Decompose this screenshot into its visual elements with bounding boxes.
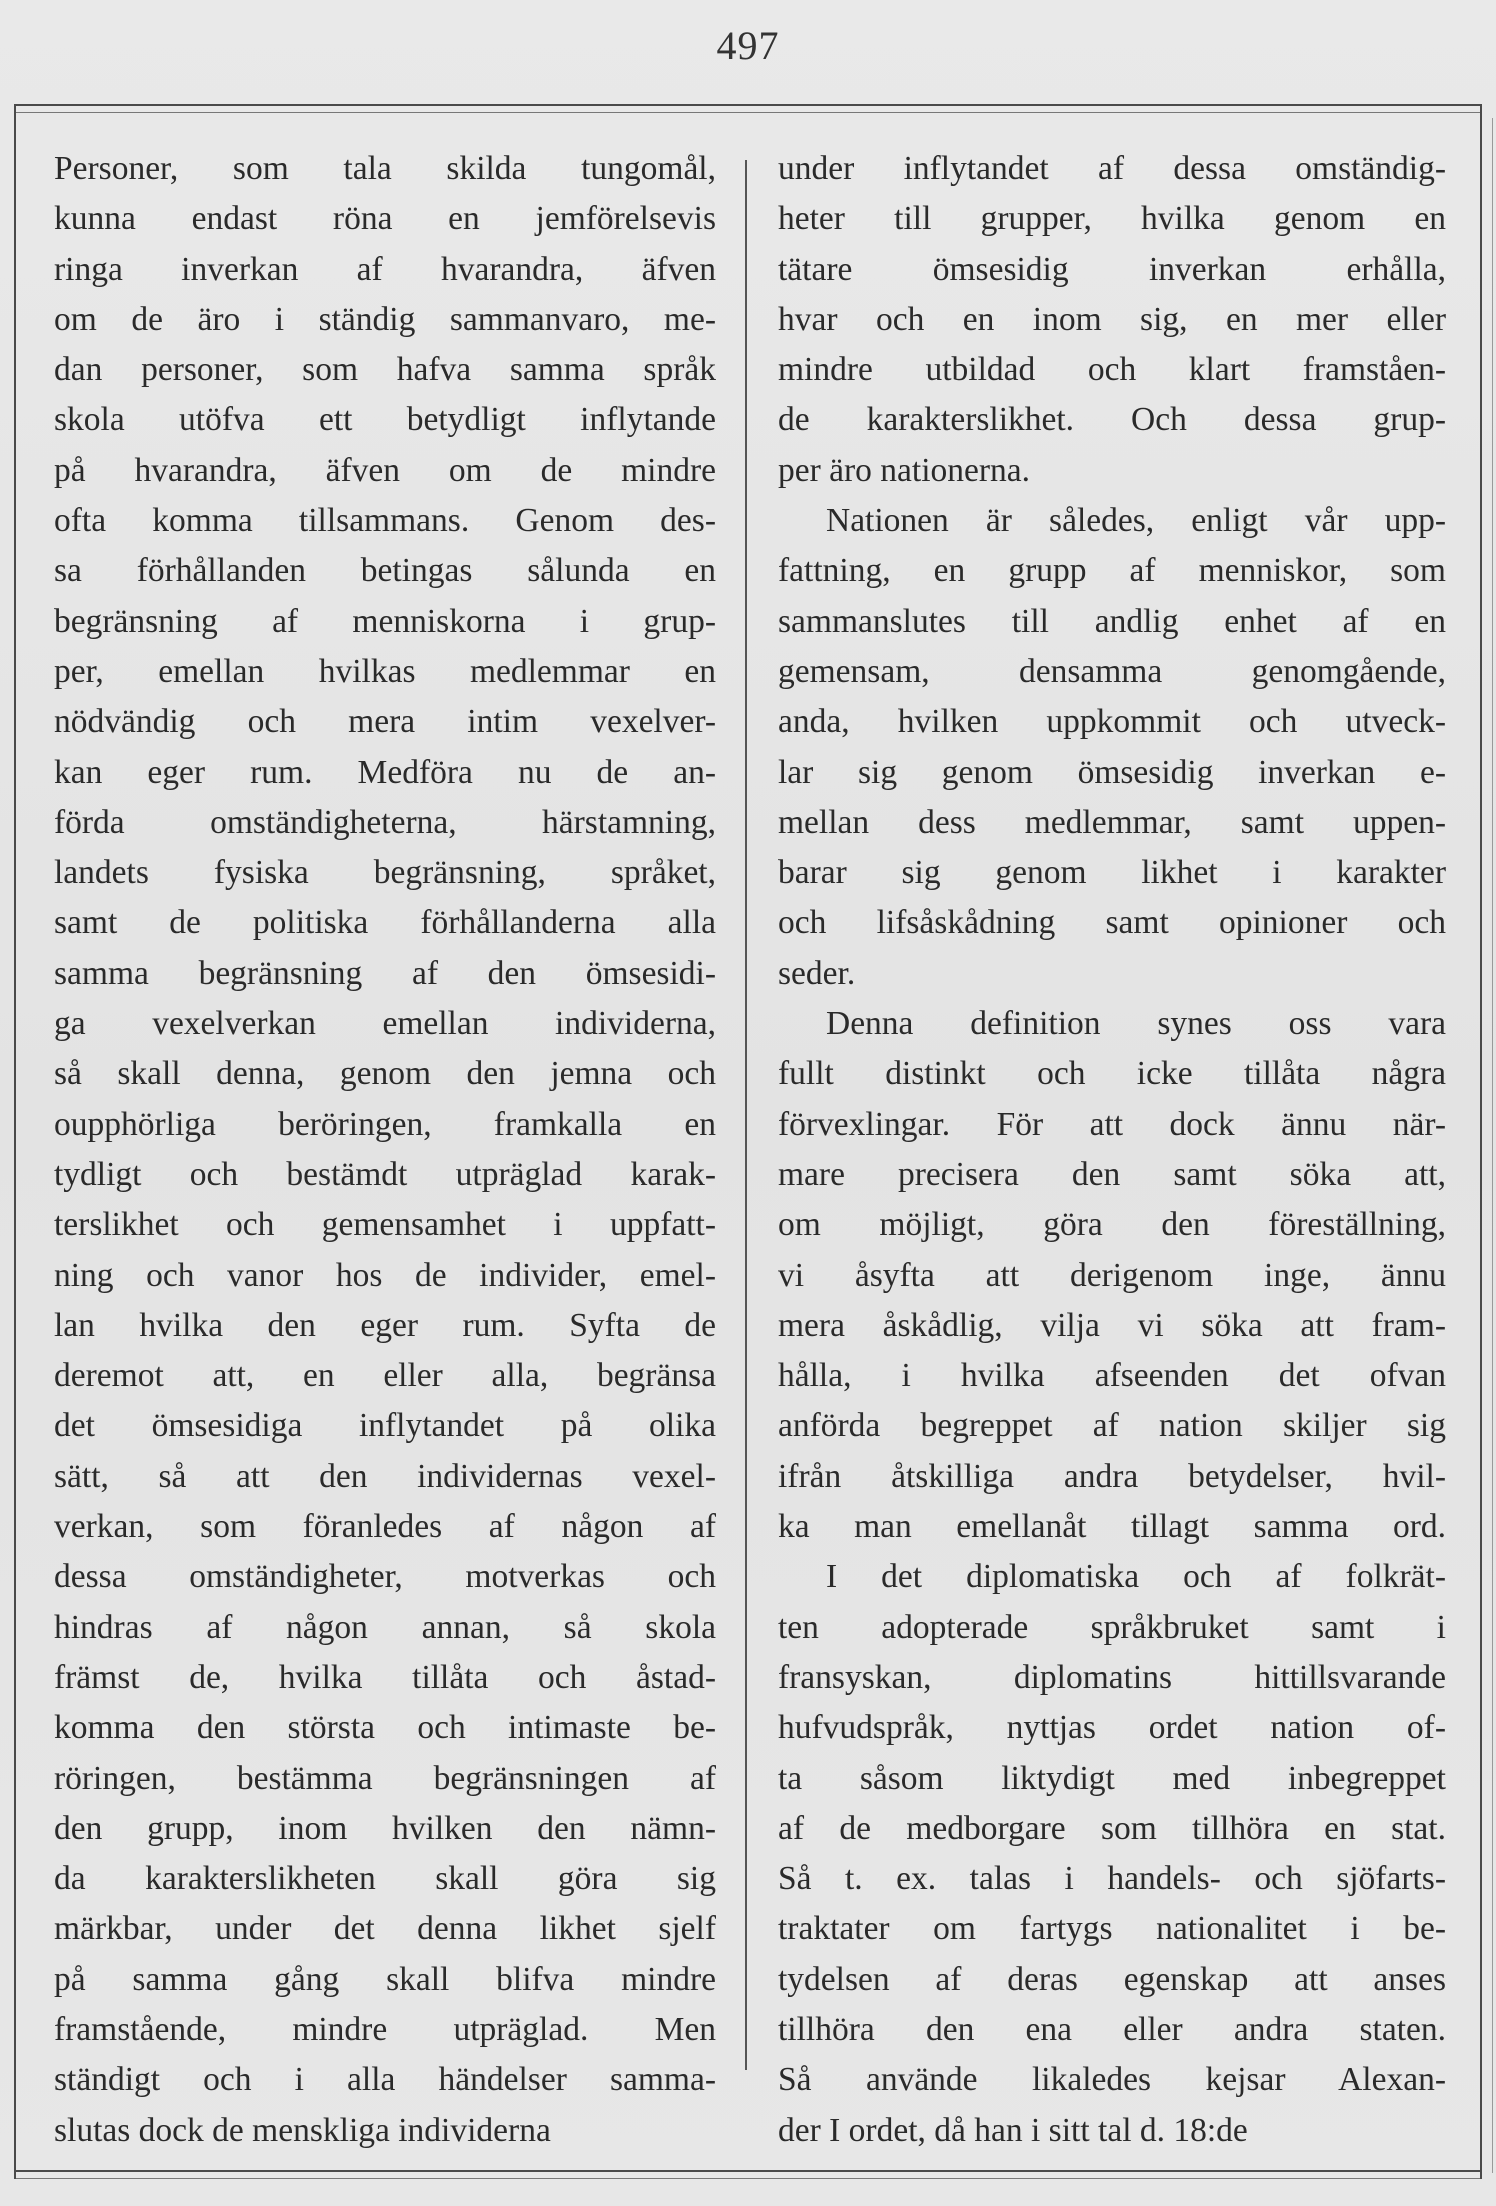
- text-line: skola utöfva ett betydligt inflytande: [54, 401, 716, 439]
- text-line: tillhöra den ena eller andra staten.: [778, 2010, 1446, 2048]
- text-line: röringen, bestämma begränsningen af: [54, 1759, 716, 1797]
- text-line: mindre utbildad och klart framståen-: [778, 351, 1446, 389]
- text-line: barar sig genom likhet i karakter: [778, 854, 1446, 892]
- text-line: per äro nationerna.: [778, 451, 1031, 489]
- text-line: tydelsen af deras egenskap att anses: [778, 1960, 1446, 1998]
- text-line: den grupp, inom hvilken den nämn-: [54, 1809, 716, 1847]
- text-line: vi åsyfta att derigenom inge, ännu: [778, 1256, 1446, 1294]
- text-line: ka man emellanåt tillagt samma ord.: [778, 1508, 1446, 1546]
- text-line: ofta komma tillsammans. Genom des-: [54, 502, 716, 540]
- text-line: oupphörliga beröringen, framkalla en: [54, 1105, 716, 1143]
- text-line: begränsning af menniskorna i grup-: [54, 602, 716, 640]
- text-line: af de medborgare som tillhöra en stat.: [778, 1809, 1446, 1847]
- left-border: [14, 104, 16, 2179]
- text-line: gemensam, densamma genomgående,: [778, 652, 1446, 690]
- text-line: da karakterslikheten skall göra sig: [54, 1860, 716, 1898]
- text-line: fransyskan, diplomatins hittillsvarande: [778, 1658, 1446, 1696]
- text-line: lan hvilka den eger rum. Syfta de: [54, 1306, 716, 1344]
- text-line: så skall denna, genom den jemna och: [54, 1055, 716, 1093]
- text-line: mera åskådlig, vilja vi söka att fram-: [778, 1306, 1446, 1344]
- text-line: om möjligt, göra den föreställning,: [778, 1206, 1446, 1244]
- text-line: anförda begreppet af nation skiljer sig: [778, 1407, 1446, 1445]
- text-line: lar sig genom ömsesidig inverkan e-: [778, 753, 1446, 791]
- right-text-column: [778, 144, 1446, 2156]
- text-line: förda omständigheterna, härstamning,: [54, 803, 716, 841]
- text-line: slutas dock de menskliga individerna: [54, 2111, 551, 2149]
- text-line: fattning, en grupp af menniskor, som: [778, 552, 1446, 590]
- text-line: tätare ömsesidig inverkan erhålla,: [778, 250, 1446, 288]
- text-line: på hvarandra, äfven om de mindre: [54, 451, 716, 489]
- text-line: hindras af någon annan, så skola: [54, 1608, 716, 1646]
- text-line: ga vexelverkan emellan individerna,: [54, 1005, 716, 1043]
- text-line: Så t. ex. talas i handels- och sjöfarts-: [778, 1860, 1446, 1898]
- text-line: heter till grupper, hvilka genom en: [778, 200, 1446, 238]
- text-line: landets fysiska begränsning, språket,: [54, 854, 716, 892]
- text-line: hvar och en inom sig, en mer eller: [778, 300, 1446, 338]
- text-line: per, emellan hvilkas medlemmar en: [54, 652, 716, 690]
- top-rule: [14, 104, 1482, 106]
- text-line: traktater om fartygs nationalitet i be-: [778, 1910, 1446, 1948]
- text-line: på samma gång skall blifva mindre: [54, 1960, 716, 1998]
- text-line: det ömsesidiga inflytandet på olika: [54, 1407, 716, 1445]
- text-line: dan personer, som hafva samma språk: [54, 351, 716, 389]
- left-text-column: [54, 144, 716, 2156]
- text-line: terslikhet och gemensamhet i uppfatt-: [54, 1206, 716, 1244]
- text-line: Personer, som tala skilda tungomål,: [54, 150, 716, 187]
- text-line: der I ordet, då han i sitt tal d. 18:de: [778, 2111, 1248, 2149]
- text-line: ständigt och i alla händelser samma-: [54, 2061, 716, 2099]
- text-line: främst de, hvilka tillåta och åstad-: [54, 1658, 716, 1696]
- text-line: förvexlingar. För att dock ännu när-: [778, 1105, 1446, 1143]
- text-line: komma den största och intimaste be-: [54, 1709, 716, 1747]
- text-line: tydligt och bestämdt utpräglad karak-: [54, 1155, 716, 1193]
- text-line: hufvudspråk, nyttjas ordet nation of-: [778, 1709, 1446, 1747]
- text-line: Så använde likaledes kejsar Alexan-: [778, 2061, 1446, 2099]
- right-border: [1480, 104, 1482, 2179]
- text-line: ten adopterade språkbruket samt i: [778, 1608, 1446, 1646]
- text-line: sammanslutes till andlig enhet af en: [778, 602, 1446, 640]
- text-line: ta såsom liktydigt med inbegreppet: [778, 1759, 1446, 1797]
- text-line: deremot att, en eller alla, begränsa: [54, 1357, 716, 1395]
- text-line: mellan dess medlemmar, samt uppen-: [778, 803, 1446, 841]
- text-line: samma begränsning af den ömsesidi-: [54, 954, 716, 992]
- text-line: anda, hvilken uppkommit och utveck-: [778, 703, 1446, 741]
- text-line: sätt, så att den individernas vexel-: [54, 1457, 716, 1495]
- text-line: fullt distinkt och icke tillåta några: [778, 1055, 1446, 1093]
- text-line: ifrån åtskilliga andra betydelser, hvil-: [778, 1457, 1446, 1495]
- text-line: Denna definition synes oss vara: [826, 1005, 1446, 1043]
- top-rule-thin: [14, 112, 1482, 113]
- bottom-rule-thin: [14, 2178, 1482, 2179]
- text-line: seder.: [778, 954, 856, 992]
- text-line: märkbar, under det denna likhet sjelf: [54, 1910, 716, 1948]
- text-line: nödvändig och mera intim vexelver-: [54, 703, 716, 741]
- text-line: och lifsåskådning samt opinioner och: [778, 904, 1446, 942]
- text-line: I det diplomatiska och af folkrät-: [826, 1558, 1446, 1596]
- text-line: ringa inverkan af hvarandra, äfven: [54, 250, 716, 288]
- text-line: kan eger rum. Medföra nu de an-: [54, 753, 716, 791]
- page-number: 497: [716, 23, 780, 68]
- text-line: hålla, i hvilka afseenden det ofvan: [778, 1357, 1446, 1395]
- text-line: under inflytandet af dessa omständig-: [778, 150, 1446, 187]
- right-border-inner: [1492, 118, 1493, 2173]
- column-divider: [745, 160, 747, 2070]
- text-line: de karakterslikhet. Och dessa grup-: [778, 401, 1446, 439]
- bottom-rule: [14, 2170, 1482, 2172]
- text-line: mare precisera den samt söka att,: [778, 1155, 1446, 1193]
- text-line: sa förhållanden betingas sålunda en: [54, 552, 716, 590]
- text-line: kunna endast röna en jemförelsevis: [54, 200, 716, 238]
- text-line: Nationen är således, enligt vår upp-: [826, 502, 1446, 540]
- text-line: samt de politiska förhållanderna alla: [54, 904, 716, 942]
- text-line: verkan, som föranledes af någon af: [54, 1508, 716, 1546]
- text-line: ning och vanor hos de individer, emel-: [54, 1256, 716, 1294]
- text-line: framstående, mindre utpräglad. Men: [54, 2010, 716, 2048]
- text-line: om de äro i ständig sammanvaro, me-: [54, 300, 716, 338]
- text-line: dessa omständigheter, motverkas och: [54, 1558, 716, 1596]
